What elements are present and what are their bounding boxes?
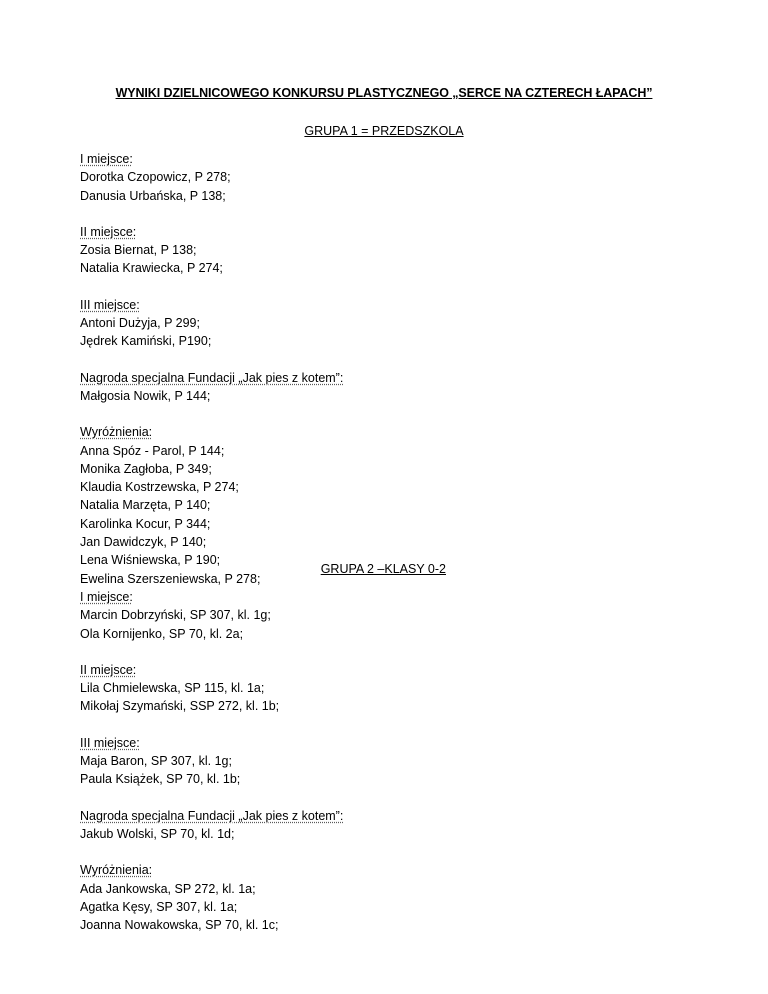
winner-entry: Klaudia Kostrzewska, P 274; bbox=[80, 480, 239, 495]
section-label: Nagroda specjalna Fundacji „Jak pies z kotem”: bbox=[80, 808, 344, 823]
winner-entry: Anna Spóz - Parol, P 144; bbox=[80, 443, 225, 458]
winner-entry: Natalia Krawiecka, P 274; bbox=[80, 261, 223, 276]
winner-entry: Danusia Urbańska, P 138; bbox=[80, 188, 226, 203]
group-2-results bbox=[80, 588, 720, 952]
winner-entry: Jakub Wolski, SP 70, kl. 1d; bbox=[80, 826, 235, 841]
winner-entry: Jędrek Kamiński, P190; bbox=[80, 334, 212, 349]
document-title: WYNIKI DZIELNICOWEGO KONKURSU PLASTYCZNEGO „SERCE NA CZTERECH ŁAPACH” bbox=[115, 86, 653, 100]
result-section bbox=[80, 588, 720, 643]
winner-entry: Natalia Marzęta, P 140; bbox=[80, 498, 211, 513]
winner-entry: Agatka Kęsy, SP 307, kl. 1a; bbox=[80, 899, 238, 914]
winner-entry: Joanna Nowakowska, SP 70, kl. 1c; bbox=[80, 918, 279, 933]
winner-entry: Ada Jankowska, SP 272, kl. 1a; bbox=[80, 881, 256, 896]
result-section bbox=[80, 150, 720, 205]
group-2-heading: GRUPA 2 –KLASY 0-2 bbox=[320, 562, 446, 576]
section-label: I miejsce: bbox=[80, 152, 133, 166]
group-1-results bbox=[80, 150, 720, 606]
result-section bbox=[80, 296, 720, 351]
section-label: III miejsce: bbox=[80, 297, 140, 312]
result-section bbox=[80, 734, 720, 789]
winner-entry: Dorotka Czopowicz, P 278; bbox=[80, 170, 231, 185]
winner-entry: Karolinka Kocur, P 344; bbox=[80, 516, 211, 531]
winner-entry: Antoni Dużyja, P 299; bbox=[80, 316, 200, 331]
winner-entry: Maja Baron, SP 307, kl. 1g; bbox=[80, 754, 232, 769]
winner-entry: Monika Zagłoba, P 349; bbox=[80, 461, 212, 476]
winner-entry: Ola Kornijenko, SP 70, kl. 2a; bbox=[80, 626, 244, 641]
winner-entry: Marcin Dobrzyński, SP 307, kl. 1g; bbox=[80, 608, 271, 623]
result-section bbox=[80, 807, 720, 844]
section-label: Wyróżnienia: bbox=[80, 863, 153, 878]
section-label: I miejsce: bbox=[80, 590, 133, 604]
section-label: II miejsce: bbox=[80, 224, 137, 239]
winner-entry: Lila Chmielewska, SP 115, kl. 1a; bbox=[80, 681, 265, 696]
winner-entry: Jan Dawidczyk, P 140; bbox=[80, 535, 207, 550]
winner-entry: Ewelina Szerszeniewska, P 278; bbox=[80, 571, 261, 586]
section-label: Wyróżnienia: bbox=[80, 425, 153, 440]
result-section bbox=[80, 861, 720, 934]
result-section bbox=[80, 223, 720, 278]
section-label: III miejsce: bbox=[80, 735, 140, 750]
group-1-heading: GRUPA 1 = PRZEDSZKOLA bbox=[304, 124, 464, 138]
winner-entry: Małgosia Nowik, P 144; bbox=[80, 388, 211, 403]
result-section bbox=[80, 369, 720, 406]
winner-entry: Paula Książek, SP 70, kl. 1b; bbox=[80, 772, 241, 787]
result-section bbox=[80, 661, 720, 716]
section-label: Nagroda specjalna Fundacji „Jak pies z kotem”: bbox=[80, 370, 344, 385]
section-label: II miejsce: bbox=[80, 662, 137, 677]
winner-entry: Zosia Biernat, P 138; bbox=[80, 243, 197, 258]
winner-entry: Lena Wiśniewska, P 190; bbox=[80, 553, 221, 568]
winner-entry: Mikołaj Szymański, SSP 272, kl. 1b; bbox=[80, 699, 280, 714]
